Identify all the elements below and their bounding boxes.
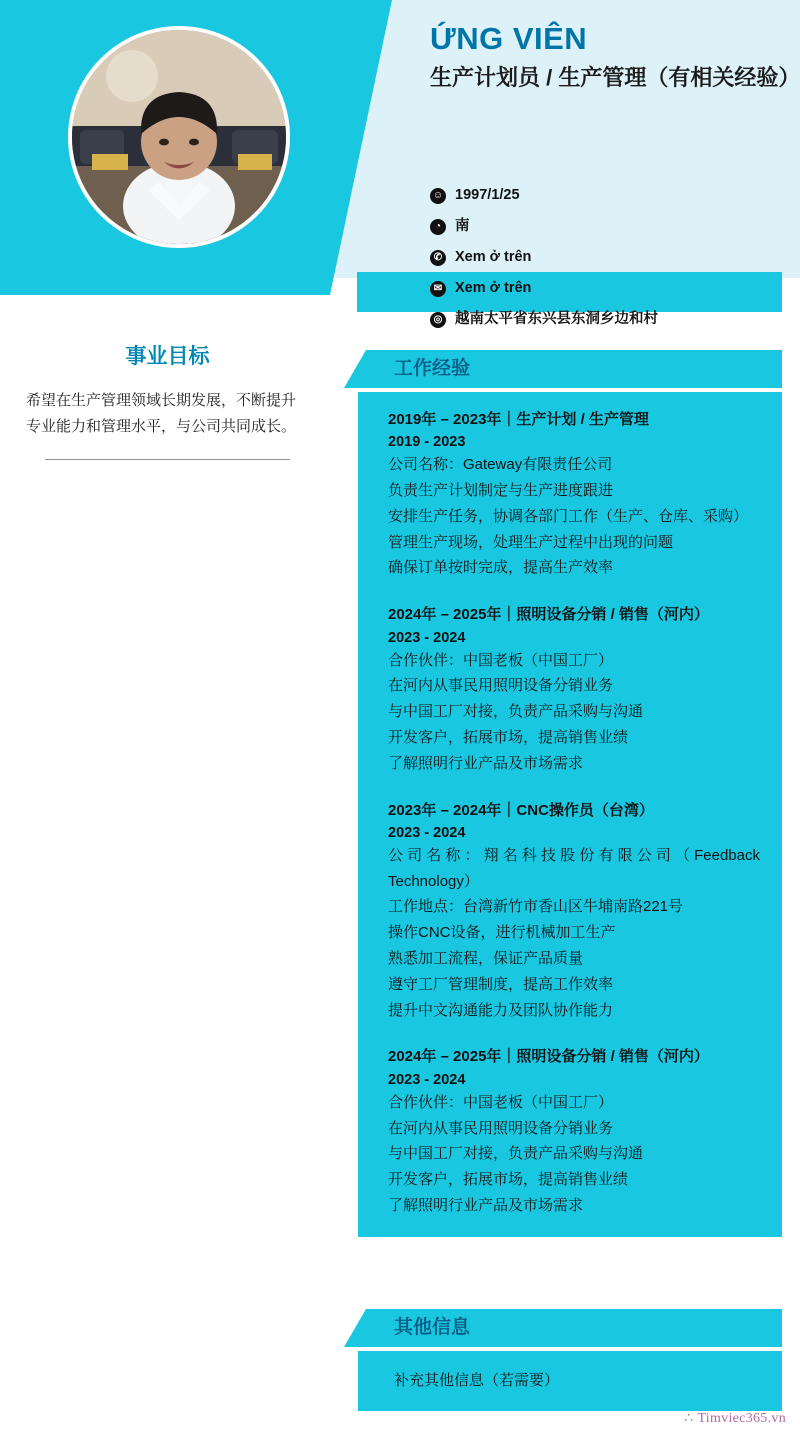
job-detail: 工作地点：台湾新竹市香山区牛埔南路221号 [388,898,684,916]
experience-item [388,408,760,581]
job-detail: 了解照明行业产品及市场需求 [388,754,584,772]
experience-item [388,1045,760,1218]
experience-section-title: 工作经验 [394,358,471,379]
band-notch-icon [344,1309,366,1347]
job-detail: 负责生产计划制定与生产进度跟进 [388,482,614,500]
watermark [684,1410,786,1427]
job-detail: 合作伙伴：中国老板（中国工厂） [388,1093,614,1111]
contact-value-birthdate: 1997/1/25 [455,187,520,203]
job-header: 2023年 – 2024年｜CNC操作员（台湾） [388,801,654,819]
job-header: 2019年 – 2023年｜生产计划 / 生产管理 [388,411,649,428]
contact-value-gender: 南 [455,218,470,234]
job-years: 2023 - 2024 [388,629,466,646]
watermark-text: Timviec365.vn [697,1411,786,1426]
other-panel [358,1351,782,1411]
objective-section [0,340,335,460]
job-detail: 公司名称：Gateway有限责任公司 [388,456,613,474]
job-header: 2024年 – 2025年｜照明设备分销 / 销售（河内） [388,1048,709,1066]
other-body: 补充其他信息（若需要） [394,1372,560,1389]
contact-item-phone [430,242,800,273]
experience-panel [358,392,782,1237]
job-years: 2019 - 2023 [388,434,466,451]
contact-item-birthdate [430,180,800,211]
experience-item [388,603,760,776]
job-detail: 提升中文沟通能力及团队协作能力 [388,1001,614,1019]
job-detail: 与中国工厂对接，负责产品采购与沟通 [388,1145,644,1163]
candidate-role-title: 生产计划员 / 生产管理（有相关经验） [430,65,800,91]
job-detail: 安排生产任务，协调各部门工作（生产、仓库、采购） [388,507,749,525]
other-section-title: 其他信息 [394,1317,471,1338]
job-detail: 开发客户，拓展市场，提高销售业绩 [388,1171,629,1189]
job-detail: 在河内从事民用照明设备分销业务 [388,677,614,695]
job-detail: 熟悉加工流程，保证产品质量 [388,950,584,968]
job-detail: 与中国工厂对接，负责产品采购与沟通 [388,703,644,721]
job-years: 2023 - 2024 [388,824,466,841]
objective-body: 希望在生产管理领域长期发展，不断提升专业能力和管理水平，与公司共同成长。 [26,392,297,436]
job-detail: 确保订单按时完成，提高生产效率 [388,559,614,577]
experience-item [388,799,760,1024]
candidate-kicker: ỨNG VIÊN [430,21,588,56]
clock-icon: ◔ [430,219,446,235]
job-detail: 了解照明行业产品及市场需求 [388,1196,584,1214]
header-title-block [430,22,800,94]
job-years: 2023 - 2024 [388,1071,466,1088]
job-detail: 管理生产现场，处理生产过程中出现的问题 [388,533,674,551]
contact-item-email [430,273,800,304]
other-section-band [344,1309,782,1347]
contact-list [430,180,800,335]
phone-icon: ✆ [430,250,446,266]
job-detail: 在河内从事民用照明设备分销业务 [388,1119,614,1137]
contact-value-phone: Xem ở trên [455,249,532,265]
experience-section-band [344,350,782,388]
job-detail: 合作伙伴：中国老板（中国工厂） [388,651,614,669]
job-detail: 公司名称：翔名科技股份有限公司（Feedback Technology） [388,846,760,890]
contact-item-address [430,304,800,335]
contact-value-address: 越南太平省东兴县东洞乡边和村 [455,311,658,327]
resume-header [0,0,800,327]
section-divider [45,459,290,460]
contact-item-gender [430,211,800,242]
mail-icon: ✉ [430,281,446,297]
job-detail: 遵守工厂管理制度，提高工作效率 [388,975,614,993]
objective-title: 事业目标 [125,345,210,368]
job-detail: 操作CNC设备，进行机械加工生产 [388,924,616,942]
job-detail: 开发客户，拓展市场，提高销售业绩 [388,728,629,746]
avatar [68,26,290,248]
person-icon: ☺ [430,188,446,204]
watermark-mark-icon: ∴ [684,1411,694,1426]
job-header: 2024年 – 2025年｜照明设备分销 / 销售（河内） [388,606,709,624]
location-pin-icon: ◎ [430,312,446,328]
band-notch-icon [344,350,366,388]
contact-value-email: Xem ở trên [455,280,532,296]
